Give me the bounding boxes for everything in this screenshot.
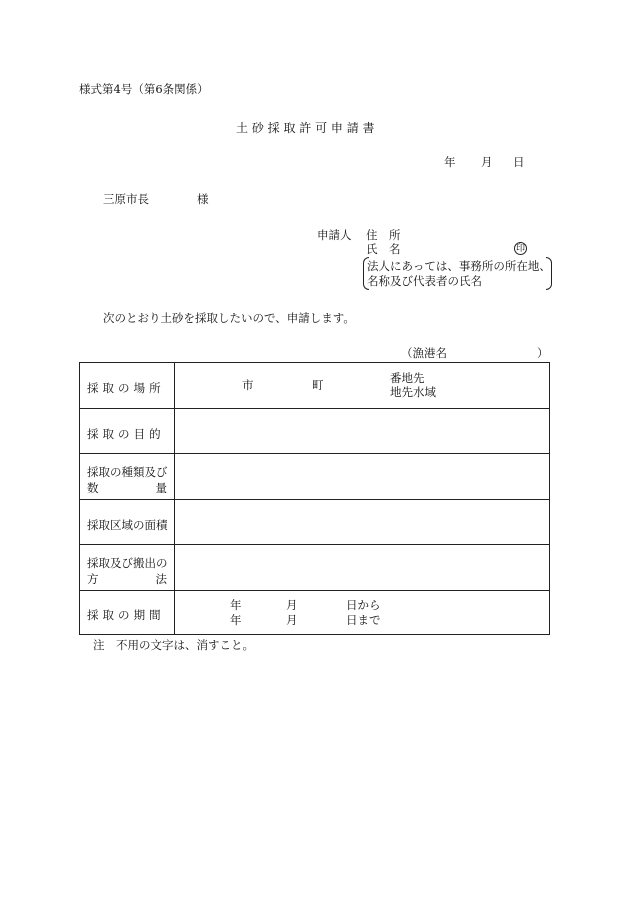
period-to-year: 年	[230, 613, 242, 627]
form-number: 様式第4号（第6条関係）	[79, 82, 209, 96]
fishing-port-open: （漁港名	[401, 346, 447, 360]
row-label-cell	[80, 545, 175, 590]
location-city: 市	[242, 378, 254, 392]
period-label: 採取の期間	[87, 608, 165, 622]
type-quantity-label-line1: 採取の種類及び	[87, 465, 168, 479]
location-town: 町	[312, 378, 324, 392]
location-water: 地先水域	[390, 385, 436, 399]
row-label-cell	[80, 454, 175, 499]
corporate-note-line2: 名称及び代表者の氏名	[367, 274, 482, 288]
period-from-year: 年	[230, 598, 242, 612]
table-row	[80, 454, 549, 500]
type-quantity-label-line2a: 数	[87, 481, 99, 495]
applicant-address-label: 住 所	[366, 228, 401, 242]
seal-mark-icon: 印	[515, 244, 525, 254]
row-label-cell	[80, 500, 175, 544]
area-label: 採取区域の面積	[87, 518, 168, 532]
type-quantity-label	[87, 464, 167, 494]
date-month-label: 月	[481, 155, 493, 169]
location-label: 採取の場所	[87, 381, 165, 395]
period-to-month: 月	[286, 613, 298, 627]
intro-text: 次のとおり土砂を採取したいので、申請します。	[103, 311, 355, 325]
method-label-line2b: 法	[155, 572, 167, 586]
table-row	[80, 363, 549, 409]
applicant-label: 申請人	[317, 228, 352, 242]
application-table	[79, 362, 550, 635]
corporate-note-line1: 法人にあっては、事務所の所在地、	[367, 259, 551, 273]
method-label-line1: 採取及び搬出の	[87, 556, 168, 570]
addressee-name: 三原市長	[103, 192, 149, 206]
date-year-label: 年	[444, 155, 456, 169]
date-day-label: 日	[513, 155, 525, 169]
applicant-name-label: 氏 名	[366, 242, 401, 256]
purpose-label: 採取の目的	[87, 427, 165, 441]
addressee-honorific: 様	[197, 192, 209, 206]
period-to-day: 日まで	[346, 613, 381, 627]
row-label-cell	[80, 409, 175, 453]
document-title: 土 砂 採 取 許 可 申 請 書	[236, 121, 375, 135]
method-label	[87, 555, 167, 585]
period-from-day: 日から	[346, 598, 381, 612]
fishing-port-close: ）	[537, 346, 549, 360]
table-row	[80, 409, 549, 454]
table-row	[80, 591, 549, 634]
row-label-cell	[80, 363, 175, 408]
table-row	[80, 545, 549, 591]
table-row	[80, 500, 549, 545]
row-label-cell	[80, 591, 175, 634]
footnote: 注 不用の文字は、消すこと。	[93, 638, 254, 652]
method-label-line2a: 方	[87, 572, 99, 586]
period-from-month: 月	[286, 598, 298, 612]
type-quantity-label-line2b: 量	[155, 481, 167, 495]
location-lot: 番地先	[390, 371, 425, 385]
